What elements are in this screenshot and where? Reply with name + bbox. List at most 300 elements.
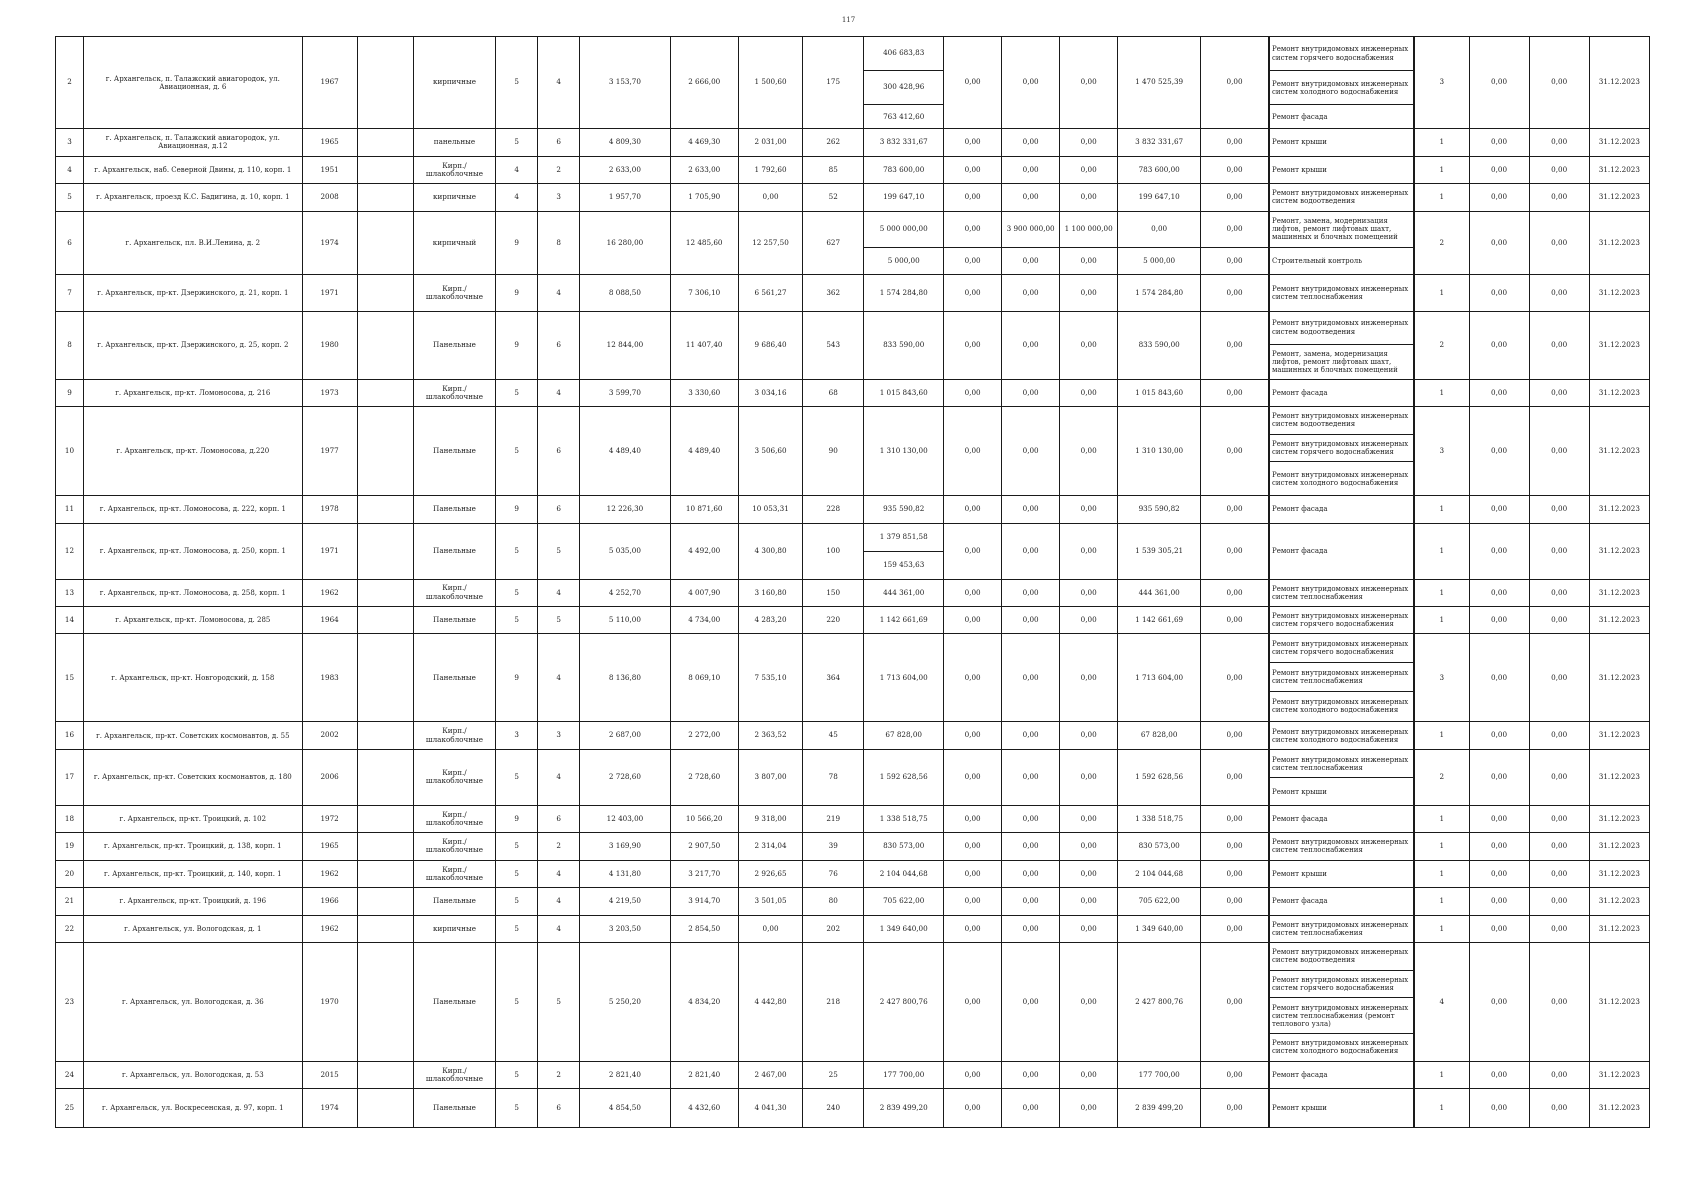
cost-local: 0,00 xyxy=(1060,1061,1118,1088)
max-cost: 0,00 xyxy=(1529,523,1589,579)
work-cost: 1 592 628,56 xyxy=(864,749,944,805)
area-premises: 2 272,00 xyxy=(670,722,738,749)
row-number: 24 xyxy=(56,1061,84,1088)
entrances: 5 xyxy=(537,607,579,634)
entrances: 6 xyxy=(537,805,579,832)
table-row xyxy=(56,749,1650,778)
specific-cost: 0,00 xyxy=(1469,722,1529,749)
cost-local: 0,00 xyxy=(1060,379,1118,406)
table-row xyxy=(56,607,1650,634)
completion-year xyxy=(357,275,413,311)
cost-owners: 444 361,00 xyxy=(1118,579,1201,606)
address: г. Архангельск, пр-кт. Ломоносова, д.220 xyxy=(83,407,302,496)
table-row xyxy=(56,833,1650,860)
entrances: 2 xyxy=(537,1061,579,1088)
cost-other: 0,00 xyxy=(1201,943,1269,1062)
table-body xyxy=(56,37,1650,1128)
total-area: 3 153,70 xyxy=(580,37,670,129)
cost-other: 0,00 xyxy=(1201,523,1269,579)
completion-year xyxy=(357,860,413,887)
area-residential: 4 283,20 xyxy=(738,607,802,634)
work-cost: 935 590,82 xyxy=(864,496,944,523)
total-area: 5 250,20 xyxy=(580,943,670,1062)
cost-owners: 833 590,00 xyxy=(1118,311,1201,379)
cost-regional: 0,00 xyxy=(1002,1089,1060,1128)
area-residential: 0,00 xyxy=(738,915,802,942)
cost-regional: 0,00 xyxy=(1002,247,1060,274)
deadline: 31.12.2023 xyxy=(1589,579,1649,606)
work-cost: 159 453,63 xyxy=(864,552,944,579)
address: г. Архангельск, пр-кт. Троицкий, д. 140, корп. 1 xyxy=(83,860,302,887)
row-number: 8 xyxy=(56,311,84,379)
residents: 262 xyxy=(803,129,864,156)
cost-owners: 1 142 661,69 xyxy=(1118,607,1201,634)
wall-material: кирпичные xyxy=(413,184,496,211)
entrances: 6 xyxy=(537,129,579,156)
work-type: Ремонт крыши xyxy=(1269,778,1414,805)
area-residential: 9 686,40 xyxy=(738,311,802,379)
area-residential: 3 506,60 xyxy=(738,407,802,496)
cost-regional: 0,00 xyxy=(1002,722,1060,749)
work-type: Ремонт фасада xyxy=(1269,105,1414,129)
wall-material: кирпичные xyxy=(413,915,496,942)
deadline: 31.12.2023 xyxy=(1589,888,1649,915)
work-type: Ремонт внутридомовых инженерных систем водоотведения xyxy=(1269,184,1414,211)
cost-local: 0,00 xyxy=(1060,722,1118,749)
work-cost: 763 412,60 xyxy=(864,105,944,129)
work-type: Ремонт внутридомовых инженерных систем горячего водоснабжения xyxy=(1269,434,1414,461)
residents: 78 xyxy=(803,749,864,805)
address: г. Архангельск, пр-кт. Троицкий, д. 138, корп. 1 xyxy=(83,833,302,860)
commission-year: 1977 xyxy=(302,407,357,496)
row-number: 12 xyxy=(56,523,84,579)
total-area: 5 035,00 xyxy=(580,523,670,579)
cost-owners: 1 349 640,00 xyxy=(1118,915,1201,942)
work-type: Ремонт внутридомовых инженерных систем горячего водоснабжения xyxy=(1269,37,1414,71)
max-cost: 0,00 xyxy=(1529,833,1589,860)
deadline: 31.12.2023 xyxy=(1589,156,1649,183)
works-count: 1 xyxy=(1414,1061,1469,1088)
commission-year: 2008 xyxy=(302,184,357,211)
area-residential: 4 041,30 xyxy=(738,1089,802,1128)
row-number: 11 xyxy=(56,496,84,523)
area-premises: 3 914,70 xyxy=(670,888,738,915)
specific-cost: 0,00 xyxy=(1469,37,1529,129)
floors: 5 xyxy=(496,888,537,915)
row-number: 16 xyxy=(56,722,84,749)
table-row xyxy=(56,888,1650,915)
page-number: 117 xyxy=(841,16,856,24)
wall-material: кирпичный xyxy=(413,211,496,275)
wall-material: Панельные xyxy=(413,496,496,523)
repair-program-table xyxy=(55,36,1650,1128)
wall-material: Кирп./ шлакоблочные xyxy=(413,579,496,606)
completion-year xyxy=(357,607,413,634)
row-number: 25 xyxy=(56,1089,84,1128)
cost-other: 0,00 xyxy=(1201,749,1269,805)
work-type: Ремонт, замена, модернизация лифтов, ремонт лифтовых шахт, машинных и блочных помещений xyxy=(1269,344,1414,379)
completion-year xyxy=(357,722,413,749)
work-cost: 1 574 284,80 xyxy=(864,275,944,311)
area-residential: 12 257,50 xyxy=(738,211,802,275)
work-type: Ремонт внутридомовых инженерных систем холодного водоснабжения xyxy=(1269,691,1414,722)
total-area: 4 854,50 xyxy=(580,1089,670,1128)
residents: 25 xyxy=(803,1061,864,1088)
specific-cost: 0,00 xyxy=(1469,407,1529,496)
address: г. Архангельск, ул. Вологодская, д. 53 xyxy=(83,1061,302,1088)
max-cost: 0,00 xyxy=(1529,607,1589,634)
address: г. Архангельск, пр-кт. Ломоносова, д. 222, корп. 1 xyxy=(83,496,302,523)
wall-material: Кирп./ шлакоблочные xyxy=(413,805,496,832)
table-row xyxy=(56,805,1650,832)
work-cost: 833 590,00 xyxy=(864,311,944,379)
area-premises: 2 728,60 xyxy=(670,749,738,805)
cost-fund: 0,00 xyxy=(944,379,1002,406)
completion-year xyxy=(357,311,413,379)
area-premises: 4 432,60 xyxy=(670,1089,738,1128)
row-number: 3 xyxy=(56,129,84,156)
cost-regional: 0,00 xyxy=(1002,833,1060,860)
row-number: 13 xyxy=(56,579,84,606)
commission-year: 1973 xyxy=(302,379,357,406)
deadline: 31.12.2023 xyxy=(1589,805,1649,832)
area-premises: 12 485,60 xyxy=(670,211,738,275)
address: г. Архангельск, наб. Северной Двины, д. 110, корп. 1 xyxy=(83,156,302,183)
cost-fund: 0,00 xyxy=(944,579,1002,606)
address: г. Архангельск, пр-кт. Троицкий, д. 102 xyxy=(83,805,302,832)
area-premises: 4 469,30 xyxy=(670,129,738,156)
max-cost: 0,00 xyxy=(1529,156,1589,183)
completion-year xyxy=(357,888,413,915)
entrances: 3 xyxy=(537,722,579,749)
deadline: 31.12.2023 xyxy=(1589,407,1649,496)
cost-local: 0,00 xyxy=(1060,156,1118,183)
wall-material: Панельные xyxy=(413,634,496,722)
entrances: 4 xyxy=(537,749,579,805)
table-row xyxy=(56,496,1650,523)
work-type: Ремонт фасада xyxy=(1269,496,1414,523)
work-cost: 830 573,00 xyxy=(864,833,944,860)
work-type: Ремонт крыши xyxy=(1269,860,1414,887)
cost-local: 0,00 xyxy=(1060,184,1118,211)
commission-year: 1962 xyxy=(302,915,357,942)
max-cost: 0,00 xyxy=(1529,860,1589,887)
wall-material: Кирп./ шлакоблочные xyxy=(413,275,496,311)
work-type: Ремонт, замена, модернизация лифтов, ремонт лифтовых шахт, машинных и блочных помещений xyxy=(1269,211,1414,247)
cost-local: 0,00 xyxy=(1060,523,1118,579)
cost-fund: 0,00 xyxy=(944,211,1002,247)
cost-owners: 199 647,10 xyxy=(1118,184,1201,211)
works-count: 1 xyxy=(1414,275,1469,311)
cost-owners: 1 713 604,00 xyxy=(1118,634,1201,722)
work-cost: 705 622,00 xyxy=(864,888,944,915)
deadline: 31.12.2023 xyxy=(1589,379,1649,406)
work-type: Строительный контроль xyxy=(1269,247,1414,274)
floors: 5 xyxy=(496,523,537,579)
cost-local: 0,00 xyxy=(1060,607,1118,634)
floors: 3 xyxy=(496,722,537,749)
specific-cost: 0,00 xyxy=(1469,1061,1529,1088)
area-residential: 0,00 xyxy=(738,184,802,211)
completion-year xyxy=(357,523,413,579)
cost-other: 0,00 xyxy=(1201,211,1269,247)
max-cost: 0,00 xyxy=(1529,211,1589,275)
cost-fund: 0,00 xyxy=(944,722,1002,749)
cost-other: 0,00 xyxy=(1201,805,1269,832)
work-cost: 177 700,00 xyxy=(864,1061,944,1088)
wall-material: Панельные xyxy=(413,523,496,579)
residents: 202 xyxy=(803,915,864,942)
works-count: 3 xyxy=(1414,634,1469,722)
floors: 5 xyxy=(496,943,537,1062)
work-cost: 2 427 800,76 xyxy=(864,943,944,1062)
cost-other: 0,00 xyxy=(1201,634,1269,722)
works-count: 1 xyxy=(1414,1089,1469,1128)
residents: 218 xyxy=(803,943,864,1062)
work-type: Ремонт внутридомовых инженерных систем холодного водоснабжения xyxy=(1269,462,1414,496)
completion-year xyxy=(357,943,413,1062)
deadline: 31.12.2023 xyxy=(1589,749,1649,805)
cost-local: 0,00 xyxy=(1060,496,1118,523)
cost-local: 0,00 xyxy=(1060,888,1118,915)
cost-owners: 783 600,00 xyxy=(1118,156,1201,183)
commission-year: 1971 xyxy=(302,523,357,579)
residents: 80 xyxy=(803,888,864,915)
work-cost: 2 104 044,68 xyxy=(864,860,944,887)
residents: 45 xyxy=(803,722,864,749)
commission-year: 1962 xyxy=(302,579,357,606)
entrances: 4 xyxy=(537,379,579,406)
commission-year: 2015 xyxy=(302,1061,357,1088)
cost-local: 0,00 xyxy=(1060,634,1118,722)
address: г. Архангельск, пр-кт. Ломоносова, д. 258, корп. 1 xyxy=(83,579,302,606)
table-row xyxy=(56,311,1650,344)
area-residential: 7 535,10 xyxy=(738,634,802,722)
cost-local: 0,00 xyxy=(1060,311,1118,379)
cost-regional: 0,00 xyxy=(1002,749,1060,805)
deadline: 31.12.2023 xyxy=(1589,129,1649,156)
cost-fund: 0,00 xyxy=(944,805,1002,832)
area-premises: 2 907,50 xyxy=(670,833,738,860)
specific-cost: 0,00 xyxy=(1469,943,1529,1062)
total-area: 16 280,00 xyxy=(580,211,670,275)
work-cost: 5 000,00 xyxy=(864,247,944,274)
area-residential: 3 034,16 xyxy=(738,379,802,406)
residents: 175 xyxy=(803,37,864,129)
wall-material: Кирп./ шлакоблочные xyxy=(413,722,496,749)
deadline: 31.12.2023 xyxy=(1589,311,1649,379)
floors: 5 xyxy=(496,129,537,156)
work-cost: 1 338 518,75 xyxy=(864,805,944,832)
completion-year xyxy=(357,579,413,606)
work-cost: 1 379 851,58 xyxy=(864,523,944,552)
max-cost: 0,00 xyxy=(1529,1061,1589,1088)
area-residential: 9 318,00 xyxy=(738,805,802,832)
address: г. Архангельск, пр-кт. Новгородский, д. 158 xyxy=(83,634,302,722)
wall-material: Кирп./ шлакоблочные xyxy=(413,379,496,406)
cost-other: 0,00 xyxy=(1201,888,1269,915)
total-area: 2 687,00 xyxy=(580,722,670,749)
total-area: 5 110,00 xyxy=(580,607,670,634)
cost-owners: 177 700,00 xyxy=(1118,1061,1201,1088)
cost-regional: 0,00 xyxy=(1002,379,1060,406)
works-count: 3 xyxy=(1414,37,1469,129)
cost-local: 1 100 000,00 xyxy=(1060,211,1118,247)
residents: 100 xyxy=(803,523,864,579)
row-number: 9 xyxy=(56,379,84,406)
total-area: 3 169,90 xyxy=(580,833,670,860)
completion-year xyxy=(357,634,413,722)
work-type: Ремонт внутридомовых инженерных систем горячего водоснабжения xyxy=(1269,634,1414,663)
address: г. Архангельск, п. Талажский авиагородок, ул. Авиационная, д.12 xyxy=(83,129,302,156)
works-count: 1 xyxy=(1414,860,1469,887)
cost-regional: 3 900 000,00 xyxy=(1002,211,1060,247)
table-row xyxy=(56,37,1650,71)
table-row xyxy=(56,722,1650,749)
address: г. Архангельск, проезд К.С. Бадигина, д. 10, корп. 1 xyxy=(83,184,302,211)
commission-year: 1978 xyxy=(302,496,357,523)
cost-fund: 0,00 xyxy=(944,184,1002,211)
area-residential: 1 500,60 xyxy=(738,37,802,129)
address: г. Архангельск, ул. Вологодская, д. 1 xyxy=(83,915,302,942)
area-premises: 2 666,00 xyxy=(670,37,738,129)
cost-owners: 1 470 525,39 xyxy=(1118,37,1201,129)
cost-fund: 0,00 xyxy=(944,943,1002,1062)
cost-local: 0,00 xyxy=(1060,579,1118,606)
area-premises: 4 489,40 xyxy=(670,407,738,496)
commission-year: 1962 xyxy=(302,860,357,887)
specific-cost: 0,00 xyxy=(1469,833,1529,860)
entrances: 6 xyxy=(537,1089,579,1128)
address: г. Архангельск, пр-кт. Дзержинского, д. 25, корп. 2 xyxy=(83,311,302,379)
address: г. Архангельск, пр-кт. Советских космонавтов, д. 55 xyxy=(83,722,302,749)
work-type: Ремонт фасада xyxy=(1269,888,1414,915)
table-row xyxy=(56,156,1650,183)
cost-fund: 0,00 xyxy=(944,275,1002,311)
cost-other: 0,00 xyxy=(1201,607,1269,634)
wall-material: Кирп./ шлакоблочные xyxy=(413,156,496,183)
floors: 5 xyxy=(496,860,537,887)
work-type: Ремонт крыши xyxy=(1269,129,1414,156)
max-cost: 0,00 xyxy=(1529,888,1589,915)
deadline: 31.12.2023 xyxy=(1589,275,1649,311)
specific-cost: 0,00 xyxy=(1469,607,1529,634)
area-residential: 3 807,00 xyxy=(738,749,802,805)
max-cost: 0,00 xyxy=(1529,379,1589,406)
cost-regional: 0,00 xyxy=(1002,634,1060,722)
wall-material: Панельные xyxy=(413,311,496,379)
completion-year xyxy=(357,1061,413,1088)
entrances: 4 xyxy=(537,37,579,129)
specific-cost: 0,00 xyxy=(1469,1089,1529,1128)
residents: 76 xyxy=(803,860,864,887)
deadline: 31.12.2023 xyxy=(1589,211,1649,275)
deadline: 31.12.2023 xyxy=(1589,722,1649,749)
deadline: 31.12.2023 xyxy=(1589,37,1649,129)
entrances: 4 xyxy=(537,915,579,942)
residents: 362 xyxy=(803,275,864,311)
specific-cost: 0,00 xyxy=(1469,523,1529,579)
cost-owners: 1 015 843,60 xyxy=(1118,379,1201,406)
work-cost: 1 015 843,60 xyxy=(864,379,944,406)
cost-other: 0,00 xyxy=(1201,579,1269,606)
work-type: Ремонт внутридомовых инженерных систем теплоснабжения (ремонт теплового узла) xyxy=(1269,997,1414,1033)
work-type: Ремонт крыши xyxy=(1269,1089,1414,1128)
table-row xyxy=(56,407,1650,434)
cost-owners: 705 622,00 xyxy=(1118,888,1201,915)
cost-other: 0,00 xyxy=(1201,37,1269,129)
address: г. Архангельск, пл. В.И.Ленина, д. 2 xyxy=(83,211,302,275)
table-row xyxy=(56,943,1650,970)
row-number: 4 xyxy=(56,156,84,183)
wall-material: Панельные xyxy=(413,1089,496,1128)
floors: 9 xyxy=(496,634,537,722)
wall-material: Кирп./ шлакоблочные xyxy=(413,860,496,887)
specific-cost: 0,00 xyxy=(1469,496,1529,523)
total-area: 4 219,50 xyxy=(580,888,670,915)
floors: 9 xyxy=(496,805,537,832)
cost-owners: 1 338 518,75 xyxy=(1118,805,1201,832)
address: г. Архангельск, пр-кт. Ломоносова, д. 285 xyxy=(83,607,302,634)
works-count: 2 xyxy=(1414,211,1469,275)
works-count: 2 xyxy=(1414,749,1469,805)
table-row xyxy=(56,1089,1650,1128)
cost-fund: 0,00 xyxy=(944,634,1002,722)
area-premises: 1 705,90 xyxy=(670,184,738,211)
cost-owners: 2 104 044,68 xyxy=(1118,860,1201,887)
area-premises: 3 217,70 xyxy=(670,860,738,887)
floors: 5 xyxy=(496,407,537,496)
commission-year: 1970 xyxy=(302,943,357,1062)
commission-year: 1983 xyxy=(302,634,357,722)
work-cost: 1 349 640,00 xyxy=(864,915,944,942)
works-count: 1 xyxy=(1414,607,1469,634)
completion-year xyxy=(357,156,413,183)
cost-regional: 0,00 xyxy=(1002,311,1060,379)
max-cost: 0,00 xyxy=(1529,634,1589,722)
completion-year xyxy=(357,211,413,275)
area-premises: 3 330,60 xyxy=(670,379,738,406)
cost-fund: 0,00 xyxy=(944,915,1002,942)
cost-regional: 0,00 xyxy=(1002,407,1060,496)
works-count: 1 xyxy=(1414,379,1469,406)
commission-year: 1974 xyxy=(302,211,357,275)
entrances: 6 xyxy=(537,496,579,523)
total-area: 12 844,00 xyxy=(580,311,670,379)
commission-year: 1964 xyxy=(302,607,357,634)
entrances: 3 xyxy=(537,184,579,211)
commission-year: 2006 xyxy=(302,749,357,805)
cost-fund: 0,00 xyxy=(944,129,1002,156)
cost-fund: 0,00 xyxy=(944,860,1002,887)
total-area: 4 809,30 xyxy=(580,129,670,156)
cost-fund: 0,00 xyxy=(944,311,1002,379)
works-count: 1 xyxy=(1414,722,1469,749)
cost-owners: 5 000,00 xyxy=(1118,247,1201,274)
work-cost: 199 647,10 xyxy=(864,184,944,211)
total-area: 3 599,70 xyxy=(580,379,670,406)
completion-year xyxy=(357,749,413,805)
table-row xyxy=(56,915,1650,942)
works-count: 1 xyxy=(1414,915,1469,942)
total-area: 2 821,40 xyxy=(580,1061,670,1088)
table-row xyxy=(56,1061,1650,1088)
specific-cost: 0,00 xyxy=(1469,184,1529,211)
residents: 150 xyxy=(803,579,864,606)
completion-year xyxy=(357,184,413,211)
max-cost: 0,00 xyxy=(1529,749,1589,805)
work-cost: 783 600,00 xyxy=(864,156,944,183)
